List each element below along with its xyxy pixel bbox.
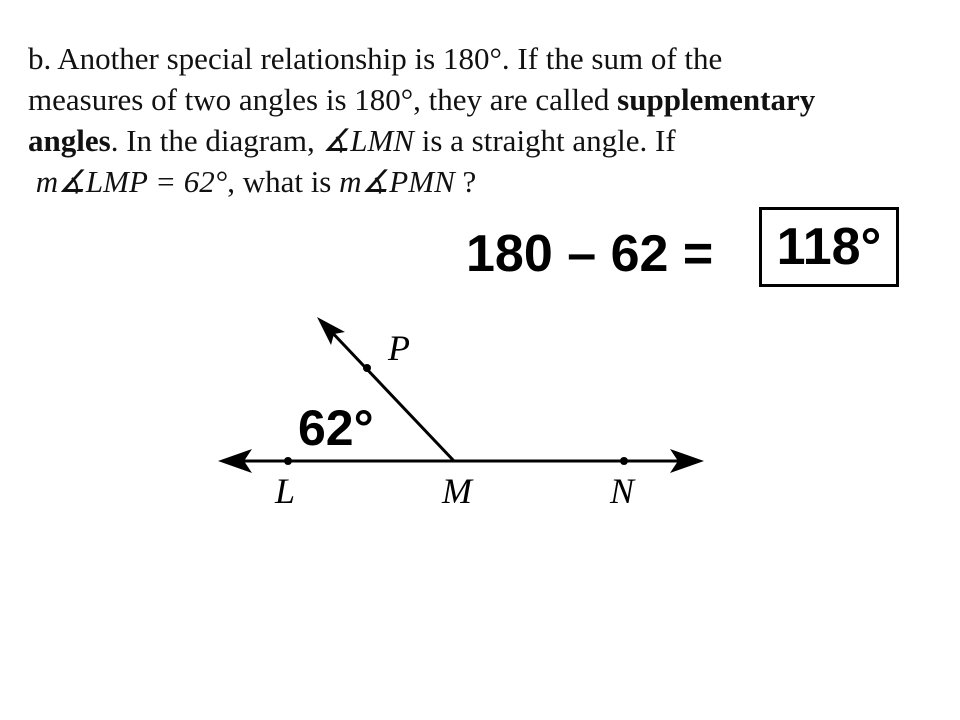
angle-62-label: 62° [298, 400, 374, 456]
label-n: N [610, 471, 635, 511]
subtraction-equation: 180 – 62 = [466, 225, 714, 283]
term-supplementary: supplementary [617, 82, 816, 117]
label-p: P [388, 328, 410, 368]
point-p-dot [363, 364, 371, 372]
problem-line-1-text: b. Another special relationship is 180°. If the sum of the [28, 41, 723, 76]
problem-line-3-mid: . In the diagram, [110, 123, 323, 158]
point-n-dot [620, 457, 628, 465]
problem-line-2-text: measures of two angles is 180°, they are called [28, 82, 618, 117]
angle-lmn-notation: ∡LMN [322, 123, 414, 158]
term-angles: angles [28, 123, 111, 158]
problem-line-4-suffix: ? [454, 164, 477, 199]
answer-value: 118° [776, 218, 882, 276]
label-m: M [442, 471, 472, 511]
problem-line-3-suffix: is a straight angle. If [414, 123, 676, 158]
angle-lmp-measure: m∡LMP = 62° [35, 164, 228, 199]
label-l: L [275, 471, 296, 511]
point-l-dot [284, 457, 292, 465]
angle-pmn-notation: m∡PMN [339, 164, 455, 199]
problem-line-4-mid: , what is [227, 164, 340, 199]
